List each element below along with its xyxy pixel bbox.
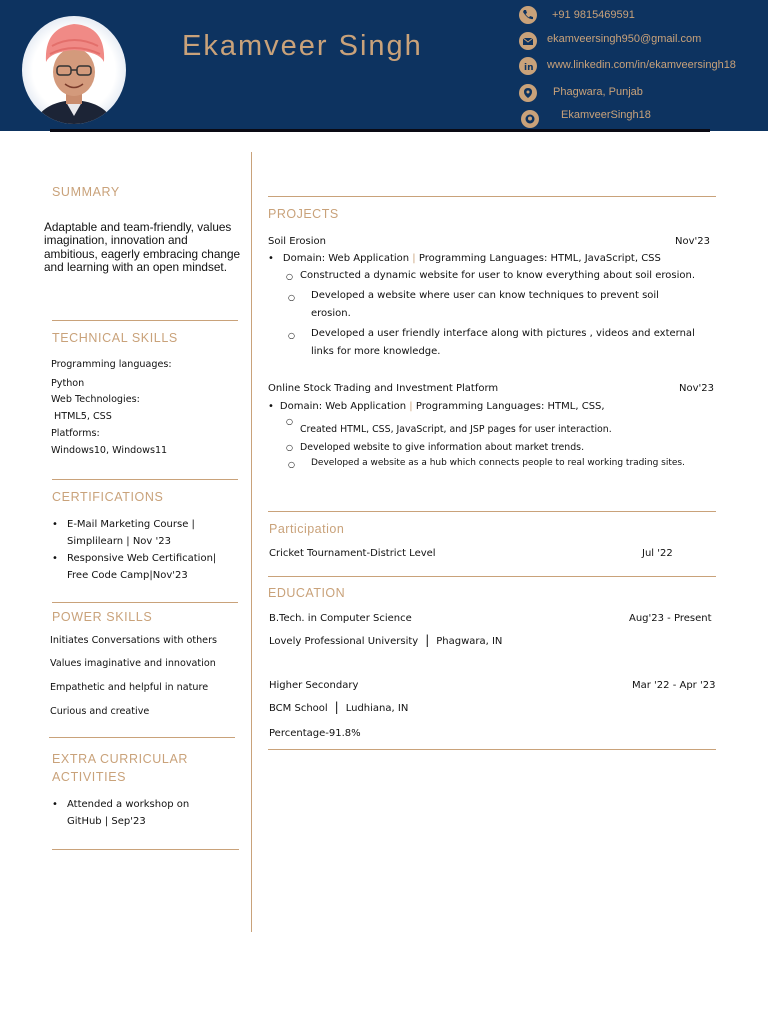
degree: B.Tech. in Computer Science: [269, 613, 412, 624]
divider: [268, 576, 716, 577]
divider: [52, 320, 238, 321]
power-skill-item: Values imaginative and innovation: [50, 658, 216, 669]
project-title: Soil Erosion: [268, 236, 326, 247]
project-date: Nov'23: [675, 236, 710, 247]
certifications-heading: CERTIFICATIONS: [52, 490, 164, 504]
bullet-circle-icon: ○: [286, 443, 293, 452]
divider: [52, 479, 238, 480]
project-bullet: Developed a user friendly interface along with pictures , videos and external: [311, 328, 695, 339]
school-line: Lovely Professional University | Phagwara, IN: [269, 633, 503, 647]
degree: Higher Secondary: [269, 680, 359, 691]
participation-date: Jul '22: [642, 548, 673, 559]
certification-item: • E-Mail Marketing Course | Simplilearn | Nov '23: [52, 519, 195, 547]
candidate-name: Ekamveer Singh: [182, 30, 423, 62]
bullet-circle-icon: ○: [286, 417, 293, 426]
skill-line: Python: [51, 378, 85, 389]
divider: [52, 849, 239, 850]
education-date: Aug'23 - Present: [629, 613, 712, 624]
extra-curricular-heading-2: ACTIVITIES: [52, 770, 127, 784]
divider: [268, 749, 716, 750]
skill-line: Windows10, Windows11: [51, 445, 168, 456]
activity-item: • Attended a workshop on GitHub | Sep'23: [52, 799, 190, 827]
projects-heading: PROJECTS: [268, 207, 339, 221]
project-bullet: Developed a website as a hub which connects people to real working trading sites.: [311, 458, 685, 468]
project-domain: • Domain: Web Application | Programming Languages: HTML, CSS,: [268, 401, 605, 412]
github-icon: [521, 110, 539, 128]
project-bullet: Developed website to give information about market trends.: [300, 442, 585, 453]
participation-heading: Participation: [269, 522, 345, 536]
project-title: Online Stock Trading and Investment Platform: [268, 383, 499, 394]
project-bullet-cont: erosion.: [311, 308, 351, 319]
project-bullet: Created HTML, CSS, JavaScript, and JSP pages for user interaction.: [300, 424, 612, 435]
profile-photo: [22, 16, 126, 124]
location-icon: [519, 84, 537, 102]
phone-number[interactable]: +91 9815469591: [552, 9, 635, 21]
bullet-circle-icon: ○: [288, 293, 295, 302]
location-text: Phagwara, Punjab: [553, 86, 643, 98]
certification-item: • Responsive Web Certification| Free Code Camp|Nov'23: [52, 553, 217, 581]
skill-line: Platforms:: [51, 428, 100, 439]
divider: [52, 602, 238, 603]
summary-heading: SUMMARY: [52, 185, 120, 199]
education-heading: EDUCATION: [268, 586, 346, 600]
power-skills-heading: POWER SKILLS: [52, 610, 153, 624]
skill-line: Programming languages:: [51, 359, 172, 370]
participation-item: Cricket Tournament-District Level: [269, 548, 436, 559]
project-date: Nov'23: [679, 383, 714, 394]
project-bullet: Developed a website where user can know techniques to prevent soil: [311, 290, 659, 301]
project-bullet: Constructed a dynamic website for user to know everything about soil erosion.: [300, 270, 696, 281]
divider: [268, 196, 716, 197]
divider: [268, 511, 716, 512]
svg-text:in: in: [524, 63, 534, 72]
project-domain: • Domain: Web Application | Programming Languages: HTML, JavaScript, CSS: [268, 253, 661, 264]
phone-icon: [519, 6, 537, 24]
column-divider: [251, 152, 252, 932]
bullet-circle-icon: ○: [288, 460, 295, 469]
linkedin-icon: [519, 57, 537, 75]
extra-curricular-heading: EXTRA CURRICULAR: [52, 752, 189, 766]
power-skill-item: Curious and creative: [50, 706, 150, 717]
project-bullet-cont: links for more knowledge.: [311, 346, 441, 357]
bullet-circle-icon: ○: [288, 331, 295, 340]
school-line: BCM School | Ludhiana, IN: [269, 700, 409, 714]
header-rule: [50, 129, 710, 132]
skill-line: Web Technologies:: [51, 394, 140, 405]
summary-text: Adaptable and team-friendly, values imagination, innovation and ambitious, eagerly embracing change and learning with an open mindset.: [44, 220, 241, 275]
linkedin-link[interactable]: www.linkedin.com/in/ekamveersingh18: [547, 59, 736, 71]
bullet-circle-icon: ○: [286, 272, 293, 281]
percentage: Percentage-91.8%: [269, 728, 361, 739]
email-link[interactable]: ekamveersingh950@gmail.com: [547, 33, 702, 45]
power-skill-item: Initiates Conversations with others: [50, 635, 218, 646]
divider: [49, 737, 235, 738]
email-icon: [519, 32, 537, 50]
skill-line: HTML5, CSS: [51, 411, 112, 422]
education-date: Mar '22 - Apr '23: [632, 680, 716, 691]
technical-skills-heading: TECHNICAL SKILLS: [52, 331, 178, 345]
power-skill-item: Empathetic and helpful in nature: [50, 682, 209, 693]
github-link[interactable]: EkamveerSingh18: [561, 109, 651, 121]
